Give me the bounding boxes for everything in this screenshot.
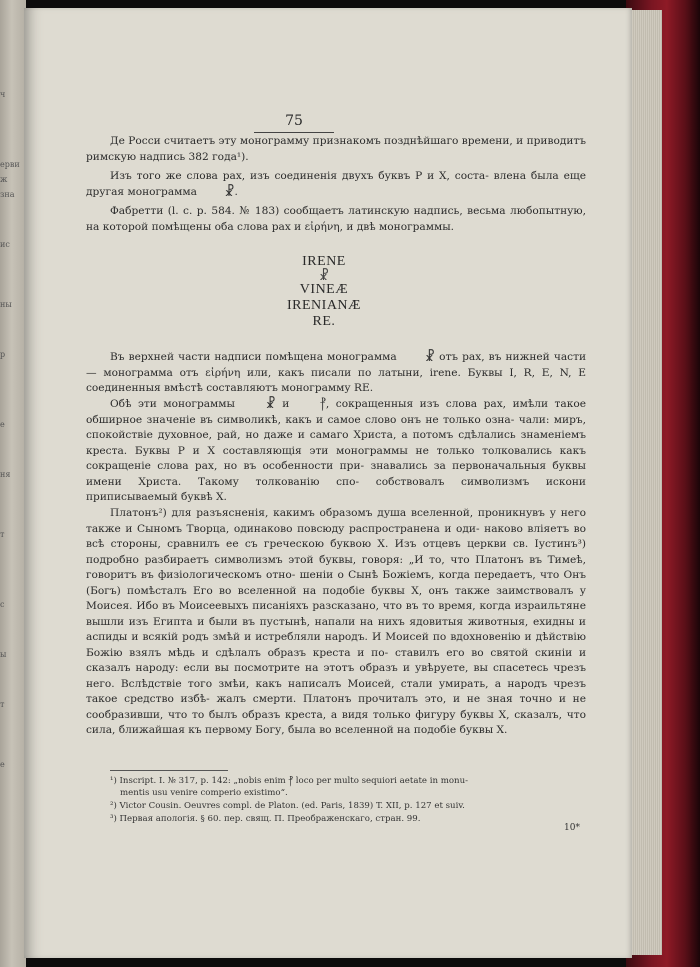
text-line: наково вліяетъ во всѣ стороны, сравнилъ ее съ греческою буквою X. Изъ: [86, 522, 586, 550]
left-page-fragment: е: [0, 760, 5, 769]
text-line: I, R, E, N, E соединенныя вмѣстѣ составляютъ монограмму RE.: [86, 366, 586, 394]
text-line: что то былъ образъ креста, а видя только фигуру буквы X, сказалъ, что: [167, 708, 586, 721]
text-line: знавались за первоначальныя буквы имени Христа. Такому толкованію спо-: [86, 460, 586, 488]
left-page-fragment: т: [0, 700, 5, 709]
footnote-text: loco per multo sequiori aetate in monu-: [295, 776, 469, 786]
footnote-text: ²) Victor Cousin. Oeuvres compl. de Platon. (ed. Paris, 1839) T. XII, p. 127 et suiv.: [110, 801, 465, 811]
inscription-line: RE.: [312, 314, 336, 329]
chi-rho-monogram-icon: ☧: [265, 397, 276, 412]
left-page-fragment: с: [0, 600, 5, 609]
left-page-fragment: зна: [0, 190, 15, 199]
text-line: Платонъ²) для разъясненія, какимъ образомъ душа вселенной, проникнувъ: [110, 507, 545, 519]
text-line: Фабретти (l. c. p. 584. № 183) сообщаетъ латинскую надпись, весьма: [110, 205, 506, 217]
chi-rho-monogram-icon: ☧: [424, 350, 435, 365]
left-page-fragment: ы: [0, 650, 7, 659]
text-line: , сокращенныя изъ слова pax, имѣли такое: [325, 398, 587, 410]
inscription-line: IRENIANÆ: [287, 298, 361, 313]
footnote-text: mentis usu venire comperio existimo“.: [120, 788, 288, 798]
text-line: какъ написалъ Моисей, стали умирать, а народъ чрезъ такое средство избѣ-: [86, 677, 586, 705]
left-page-fragment: ч: [0, 90, 6, 99]
paragraph-de-rossi: [86, 134, 586, 165]
chi-rho-monogram-icon: ☧: [318, 268, 330, 283]
text-line: въ Моисеевыхъ писаніяхъ разсказано, что въ то время, когда израильтяне: [162, 600, 586, 612]
text-line: чали: миръ, спокойствіе духовное, рай, но даже и самаго Христа, а потомъ: [86, 413, 586, 441]
left-page-fragment: т: [0, 530, 5, 539]
chi-rho-monogram-icon: ☧: [224, 184, 235, 200]
footnote-text: ¹) Inscript. I. № 317, p. 142: „nobis enim: [110, 776, 286, 786]
footnote-text: ³) Первая апологія. § 60. пер. свящ. П. Преображенскаго, стран. 99.: [110, 814, 421, 824]
left-page-fragment: р: [0, 350, 6, 359]
cross-monogram-icon: ⳨: [319, 397, 326, 412]
text-line: жалъ смерти. Платонъ прочиталъ это, и не зная точно и не сообразивши,: [86, 693, 586, 721]
printer-signature: 10*: [564, 823, 580, 833]
left-page-fragment: ны: [0, 300, 12, 309]
paragraph-pax-monogram: Изъ того же слова pax, изъ соединенія двухъ буквъ P и X, соста- влена была еще другая монограмма ☧.: [86, 170, 586, 200]
inscription-line: VINEÆ: [299, 282, 349, 297]
text-line: вышли изъ Египта и были въ пустынѣ, напали на нихъ ядовитыя животныя,: [86, 615, 529, 628]
cross-monogram-icon: ⳨: [288, 776, 294, 787]
footnote-3: [110, 813, 590, 825]
text-line: шеніи о Сынѣ Божіемъ, когда передаетъ, что Онъ (Богъ) помѣсталъ Его во: [86, 569, 586, 597]
text-line: и: [282, 398, 290, 410]
left-page-fragment: ня: [0, 470, 11, 479]
text-line: у него также и Сыномъ Творца, одинаково повсюду распространена и оди-: [86, 507, 586, 535]
text-line: части — монограмма отъ εἰρήνη или, какъ писали по латыни, irene. Буквы: [86, 351, 587, 379]
text-line: любопытную, на которой помѣщены оба слова pax и εἰρήνη, и двѣ монограммы.: [86, 205, 586, 233]
text-line: этотъ образъ и увѣруете, вы спасетесь чрезъ него. Вслѣдствіе того змѣи,: [86, 662, 586, 690]
text-line: сдѣлались знаменіемъ креста. Буквы P и X составляющія эти монограммы: [86, 429, 586, 457]
paragraph-fabretti: [86, 204, 586, 235]
text-line: ставилъ его во святой скиніи и сказалъ народу: если вы посмотрите на: [86, 646, 586, 674]
text-line: говоря: „И то, что Платонъ въ Тимеѣ, говоритъ въ физіологическомъ отно-: [86, 553, 586, 581]
text-line: и приводитъ римскую надпись 382 года¹).: [86, 135, 587, 163]
footnote-rule: [110, 770, 228, 771]
text-line: обширное значеніе въ символикѣ, какъ и самое слово онъ не только озна-: [86, 413, 515, 426]
left-page-fragment: е: [0, 420, 5, 429]
text-line: отъ pax, въ нижней: [439, 351, 550, 363]
book-page: [24, 8, 632, 958]
text-line: Изъ того же слова pax, изъ соединенія двухъ буквъ P и X, соста-: [110, 170, 489, 182]
text-line: вселенной на подобіе буквы X, онъ также заимствовалъ у Моисея. Ибо: [86, 584, 586, 612]
footnote-2: [110, 800, 590, 812]
text-line: не только толковались какъ сокращеніе слова pax, но въ особенности при-: [86, 444, 586, 472]
page-stack-edge: [628, 10, 662, 955]
text-line: собствовалъ символизмъ искони приписываемый буквѣ X.: [86, 475, 586, 503]
facing-page-edge: [0, 0, 26, 967]
text-line: ехидны и аспиды и всякій родъ змѣй и истребляли народъ. И Моисей по: [86, 615, 586, 643]
footnote-1: [110, 775, 590, 799]
paragraph-plato: [86, 506, 586, 739]
text-line: Обѣ эти монограммы: [110, 398, 235, 410]
paragraph-upper-part: [86, 350, 586, 397]
inscription-block: [224, 254, 424, 330]
inscription-line: IRENE: [302, 254, 346, 269]
left-page-fragment: ж: [0, 175, 8, 184]
text-line: Въ верхней части надписи помѣщена монограмма: [110, 351, 397, 363]
left-page-fragment: ерви: [0, 160, 20, 169]
page-number-rule: [254, 132, 334, 133]
text-line: сила, ближайшая къ первому Богу, была во вселенной на подобіе буквы X.: [86, 724, 508, 736]
text-line: отцевъ церкви св. Іустинъ³) подробно разбираетъ символизмъ этой буквы,: [86, 538, 586, 566]
text-line: влена была еще другая монограмма: [86, 170, 586, 198]
text-line: Де Росси считаетъ эту монограмму признакомъ позднѣйшаго времени,: [110, 135, 513, 147]
left-page-fragment: ис: [0, 240, 10, 249]
paragraph-both-monograms: [86, 397, 586, 506]
text-line: вдохновенію и дѣйствію Божію взялъ мѣдь и сдѣлалъ образъ креста и по-: [86, 631, 586, 659]
page-number: 75: [285, 113, 303, 129]
